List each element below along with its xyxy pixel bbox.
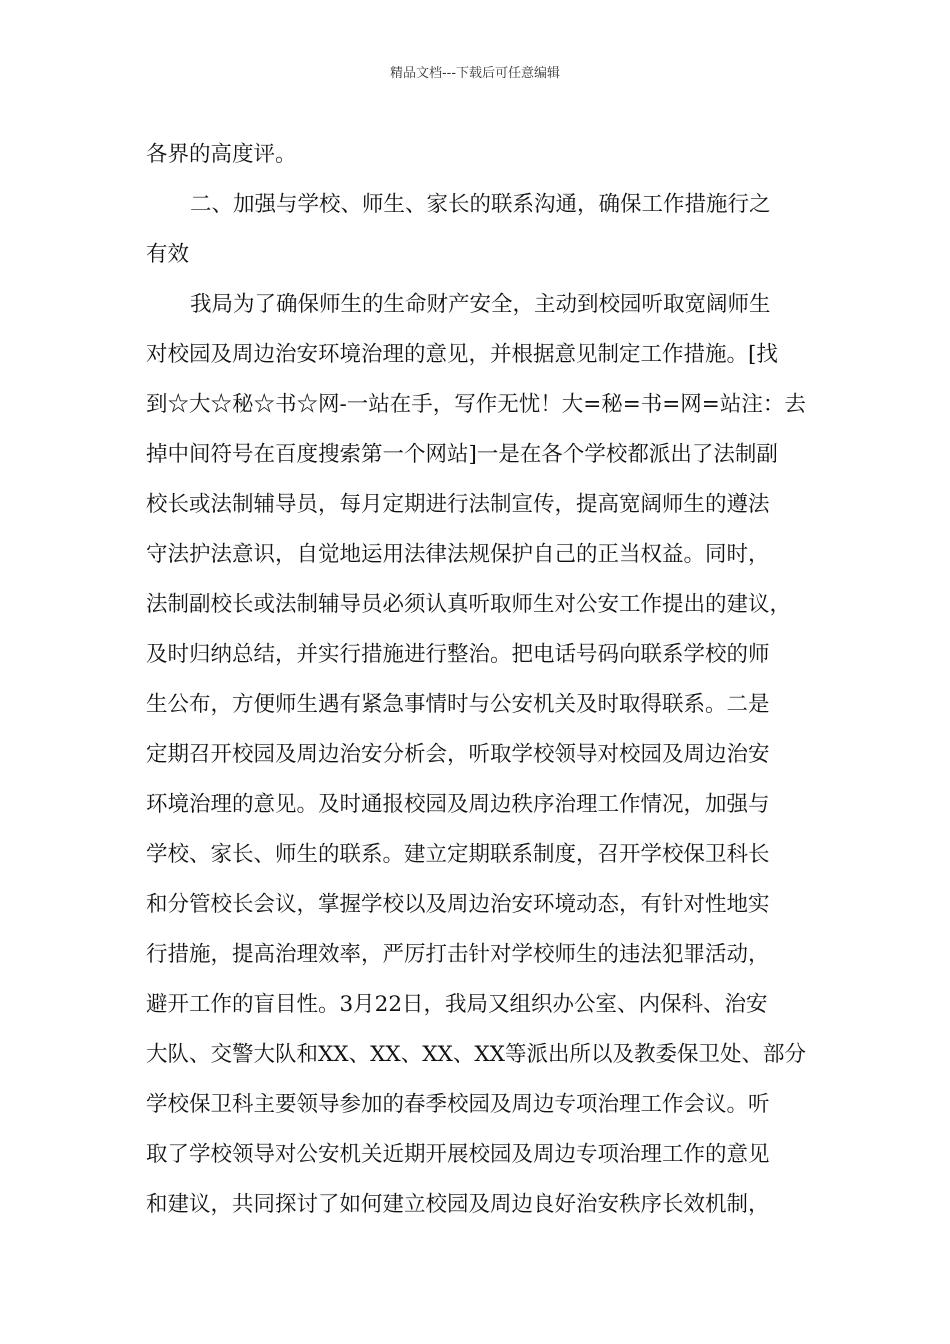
text-line: 行措施，提高治理效率，严厉打击针对学校师生的违法犯罪活动， — [146, 942, 770, 967]
text-line: 生公布，方便师生遇有紧急事情时与公安机关及时取得联系。二是 — [146, 692, 770, 717]
document-header: 精品文档---下载后可任意编辑 — [389, 66, 561, 81]
section-heading-line: 二、加强与学校、师生、家长的联系沟通，确保工作措施行之 — [190, 192, 771, 217]
text-line: 和建议，共同探讨了如何建立校园及周边良好治安秩序长效机制， — [146, 1192, 770, 1217]
paragraph-start-line: 我局为了确保师生的生命财产安全，主动到校园听取宽阔师生 — [190, 292, 771, 317]
text-line: 及时归纳总结，并实行措施进行整治。把电话号码向联系学校的师 — [146, 642, 770, 667]
text-line: 定期召开校园及周边治安分析会，听取学校领导对校园及周边治安 — [146, 742, 770, 767]
text-line: 法制副校长或法制辅导员必须认真听取师生对公安工作提出的建议， — [146, 592, 792, 617]
text-line: 学校保卫科主要领导参加的春季校园及周边专项治理工作会议。听 — [146, 1092, 770, 1117]
text-line: 大队、交警大队和XX、XX、XX、XX等派出所以及教委保卫处、部分 — [146, 1042, 806, 1067]
text-line: 守法护法意识，自觉地运用法律法规保护自己的正当权益。同时， — [146, 542, 770, 567]
text-line: 取了学校领导对公安机关近期开展校园及周边专项治理工作的意见 — [146, 1142, 770, 1167]
section-heading-line: 有效 — [146, 242, 190, 267]
text-line: 到☆大☆秘☆书☆网-一站在手，写作无忧！大=秘=书=网=站注：去 — [146, 392, 806, 417]
text-line: 对校园及周边治安环境治理的意见，并根据意见制定工作措施。[找 — [146, 342, 778, 367]
text-line: 环境治理的意见。及时通报校园及周边秩序治理工作情况，加强与 — [146, 792, 770, 817]
text-line: 各界的高度评。 — [146, 142, 297, 167]
text-line: 避开工作的盲目性。3月22日，我局又组织办公室、内保科、治安 — [146, 992, 768, 1017]
text-line: 掉中间符号在百度搜索第一个网站]一是在各个学校都派出了法制副 — [146, 442, 778, 467]
text-line: 和分管校长会议，掌握学校以及周边治安环境动态，有针对性地实 — [146, 892, 770, 917]
document-body — [146, 130, 816, 1230]
text-line: 校长或法制辅导员，每月定期进行法制宣传，提高宽阔师生的遵法 — [146, 492, 770, 517]
text-line: 学校、家长、师生的联系。建立定期联系制度，召开学校保卫科长 — [146, 842, 770, 867]
